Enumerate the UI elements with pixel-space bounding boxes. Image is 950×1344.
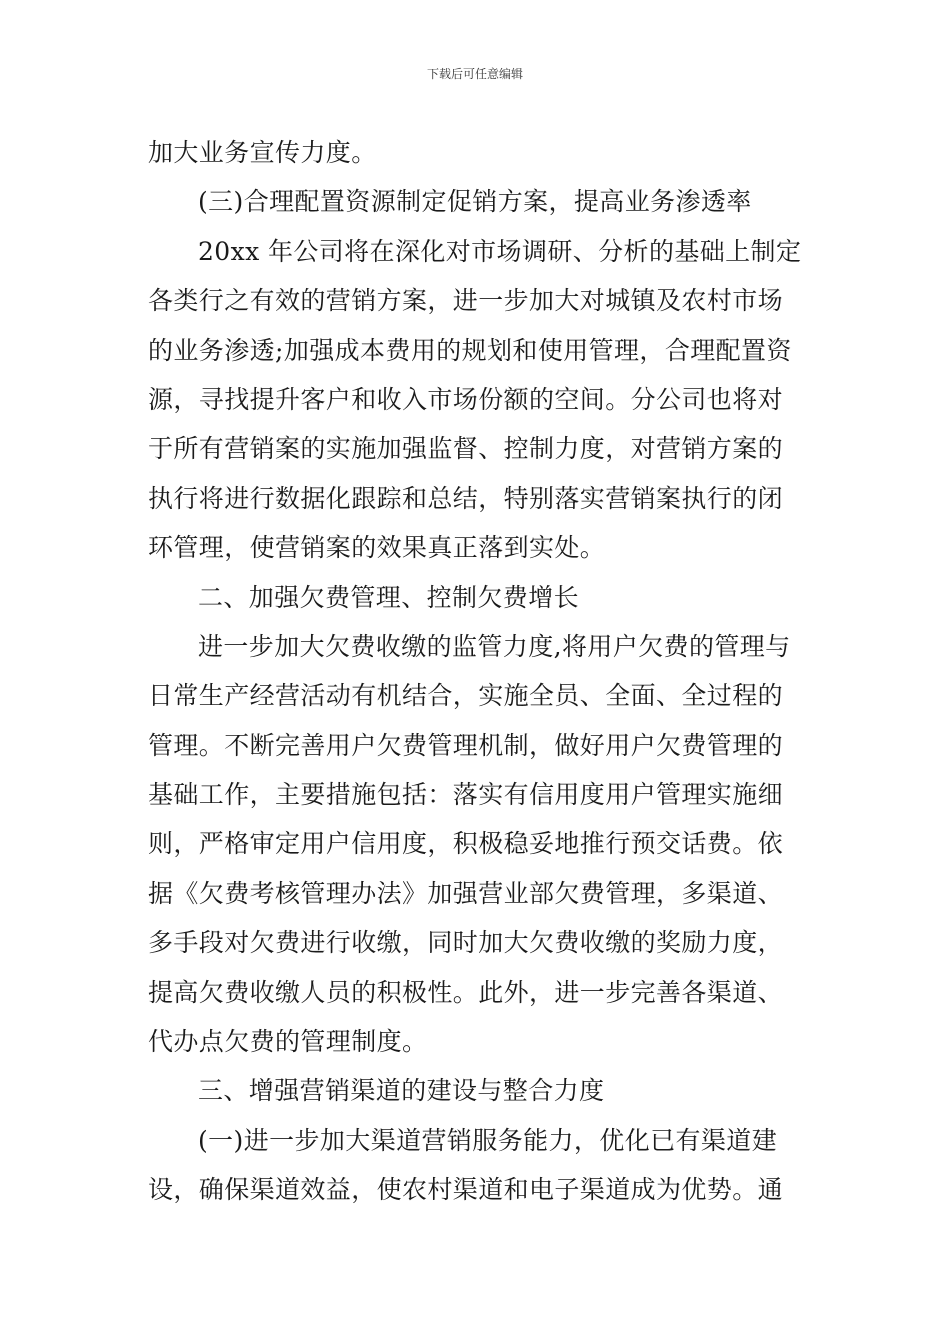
body-line: 进一步加大欠费收缴的监管力度,将用户欠费的管理与: [198, 631, 791, 661]
body-line: 20xx 年公司将在深化对市场调研、分析的基础上制定: [198, 236, 802, 266]
section-heading: (三)合理配置资源制定促销方案，提高业务渗透率: [198, 187, 752, 217]
body-line: (一)进一步加大渠道营销服务能力，优化已有渠道建: [198, 1125, 778, 1155]
section-heading: 二、加强欠费管理、控制欠费增长: [198, 582, 580, 612]
body-line: 则，严格审定用户信用度，积极稳妥地推行预交话费。依: [148, 829, 784, 859]
body-line: 设，确保渠道效益，使农村渠道和电子渠道成为优势。通: [148, 1175, 784, 1205]
body-line: 环管理，使营销案的效果真正落到实处。: [148, 533, 606, 563]
document-body: [148, 128, 808, 1215]
body-line: 基础工作，主要措施包括：落实有信用度用户管理实施细: [148, 780, 784, 810]
body-line: 源，寻找提升客户和收入市场份额的空间。分公司也将对: [148, 384, 784, 414]
body-line: 多手段对欠费进行收缴，同时加大欠费收缴的奖励力度，: [148, 928, 784, 958]
body-line: 加大业务宣传力度。: [148, 138, 377, 167]
body-line: 代办点欠费的管理制度。: [148, 1027, 428, 1057]
page-header: 下载后可任意编辑: [426, 67, 523, 81]
section-heading: 三、增强营销渠道的建设与整合力度: [198, 1076, 605, 1106]
body-line: 的业务渗透;加强成本费用的规划和使用管理，合理配置资: [148, 335, 792, 365]
body-line: 管理。不断完善用户欠费管理机制，做好用户欠费管理的: [148, 730, 784, 760]
body-line: 提高欠费收缴人员的积极性。此外，进一步完善各渠道、: [148, 977, 784, 1007]
body-line: 各类行之有效的营销方案，进一步加大对城镇及农村市场: [148, 286, 784, 316]
body-line: 日常生产经营活动有机结合，实施全员、全面、全过程的: [148, 681, 784, 711]
body-line: 于所有营销案的实施加强监督、控制力度，对营销方案的: [148, 434, 784, 464]
body-line: 据《欠费考核管理办法》加强营业部欠费管理，多渠道、: [148, 878, 784, 908]
body-line: 执行将进行数据化跟踪和总结，特别落实营销案执行的闭: [148, 483, 784, 513]
